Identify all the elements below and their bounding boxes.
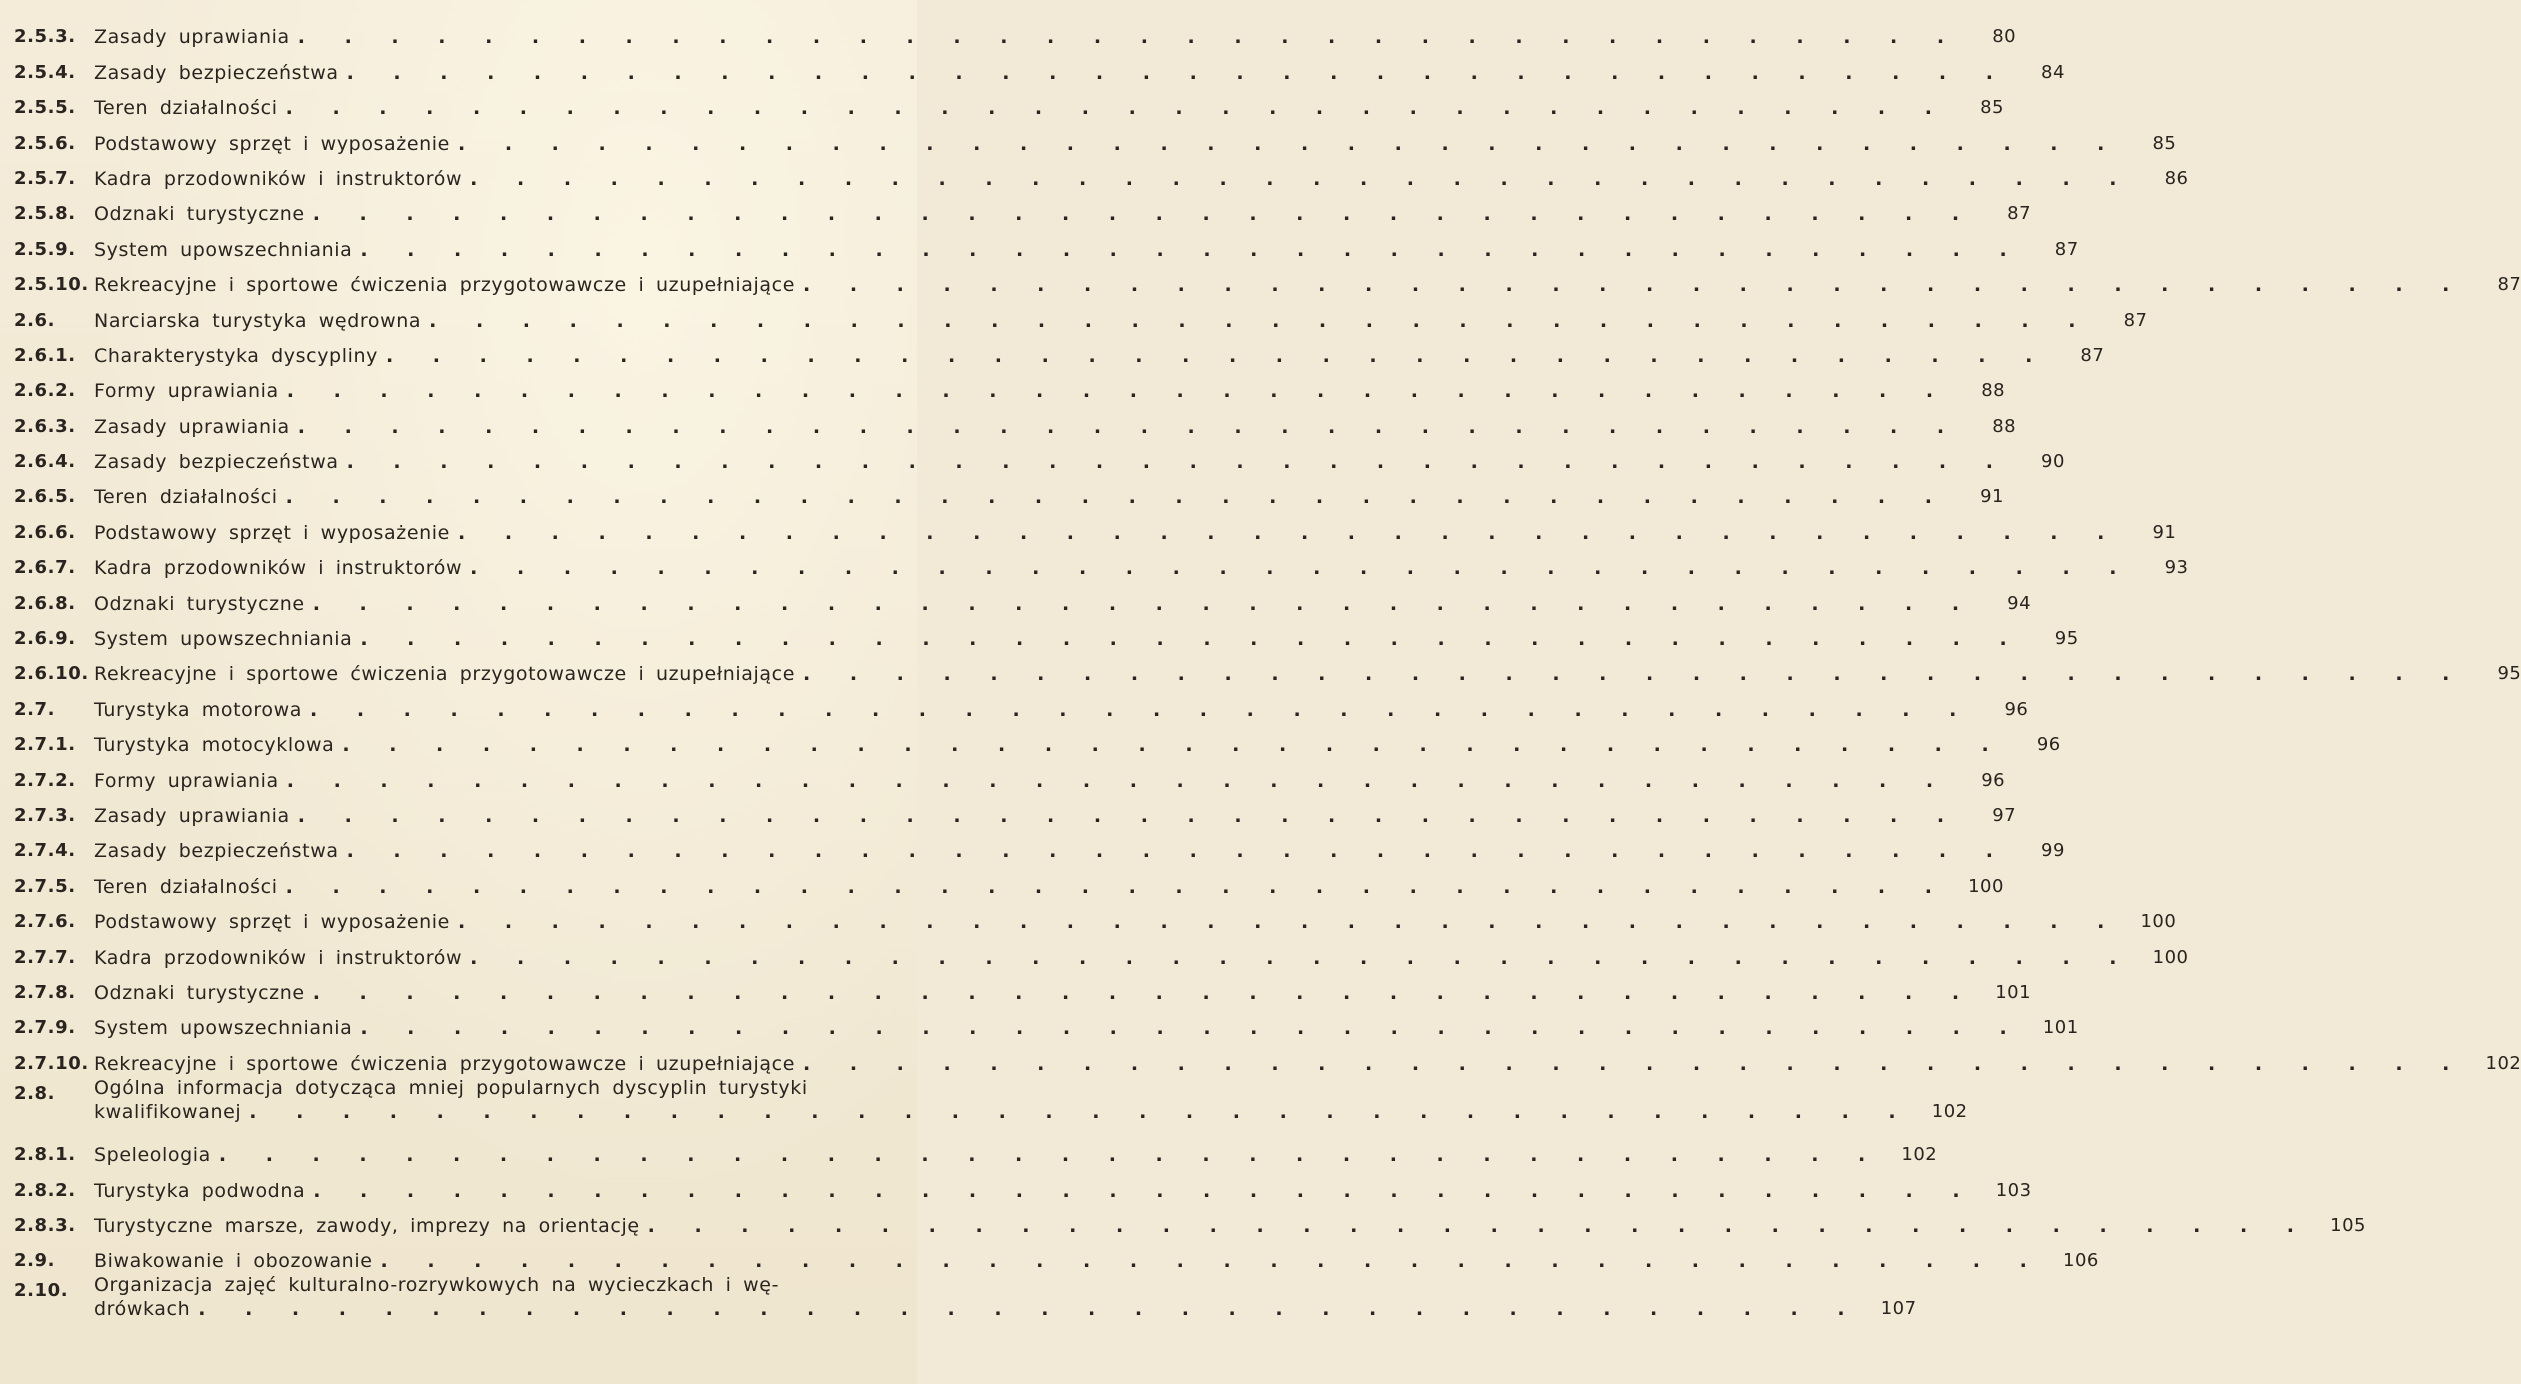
section-title xyxy=(94,1249,2041,1273)
section-number: 2.6. xyxy=(14,309,56,331)
section-number: 2.7.3. xyxy=(14,804,76,826)
section-number: 2.9. xyxy=(14,1250,56,1272)
page-number: 100 xyxy=(1968,875,2004,897)
toc-entry xyxy=(14,333,2105,368)
section-title-text: Turystyka motorowa xyxy=(94,698,302,721)
toc-entry xyxy=(14,191,2032,226)
toc-entry xyxy=(14,403,2017,438)
section-title-text: Kadra przodowników i instruktorów xyxy=(94,946,463,969)
section-title xyxy=(94,96,1946,120)
dot-leader: . . . . . . . . . . . . . . . . . . . . . . . . . . . . . . . . . . . . xyxy=(360,628,2021,651)
section-title xyxy=(94,25,1958,49)
section-title xyxy=(94,450,2007,474)
page-number: 96 xyxy=(2036,734,2061,756)
dot-leader: . . . . . . . . . . . . . . . . . . . . . . . . . . . . . . . . . . . . xyxy=(803,274,2464,297)
section-title-text: Kadra przodowników i instruktorów xyxy=(94,557,463,580)
section-title xyxy=(94,379,1947,403)
section-number: 2.5.6. xyxy=(14,132,76,154)
section-title xyxy=(94,733,2003,757)
section-title xyxy=(94,1143,1879,1167)
dot-leader: . . . . . . . . . . . . . . . . . . . . . . . . . . . . . . . . . . . . xyxy=(429,309,2090,332)
page-number: 99 xyxy=(2041,840,2065,862)
section-title xyxy=(94,132,2118,156)
section-title xyxy=(94,875,1946,899)
section-title-text: Turystyka podwodna xyxy=(94,1179,306,1202)
section-title-text: Zasady uprawiania xyxy=(94,26,290,49)
dot-leader: . . . . . . . . . . . . . . . . . . . . . . . . . . . . . . . . . . . . xyxy=(286,769,1948,792)
section-title xyxy=(94,1273,1859,1321)
dot-leader: . . . . . . . . . . . . . . . . . . . . . . . . . . . . . . . . . . . . xyxy=(285,486,1946,509)
section-title-line: Ogólna informacja dotycząca mniej popularnych dyscyplin turystyki xyxy=(94,1076,808,1099)
toc-entry xyxy=(14,262,2521,297)
dot-leader: . . . . . . . . . . . . . . . . . . . . . . . . . . . . . . . . . . . . xyxy=(380,1250,2041,1273)
page-number: 97 xyxy=(1992,804,2017,826)
section-title xyxy=(94,309,2089,333)
page-number: 87 xyxy=(2497,274,2521,296)
section-title-text: Speleologia xyxy=(94,1144,211,1167)
dot-leader: . . . . . . . . . . . . . . . . . . . . . . . . . . . . . . . . . . . . xyxy=(312,592,1974,615)
page-number: 95 xyxy=(2054,628,2079,650)
dot-leader: . . . . . . . . . . . . . . . . . . . . . . . . . . . . . . . . . . . . xyxy=(457,132,2119,155)
section-title-text: Teren działalności xyxy=(94,875,278,898)
section-title-text: System upowszechniania xyxy=(94,628,353,651)
dot-leader: . . . . . . . . . . . . . . . . . . . . . . . . . . . . . . . . . . . . xyxy=(457,911,2119,934)
dot-leader: . . . . . . . . . . . . . . . . . . . . . . . . . . . . . . . . . . . . xyxy=(346,61,2007,84)
section-title-text: Zasady bezpieczeństwa xyxy=(94,840,339,863)
section-number: 2.5.8. xyxy=(14,203,76,225)
dot-leader: . . . . . . . . . . . . . . . . . . . . . . . . . . . . . . . . . . . . xyxy=(803,1052,2464,1075)
page-number: 101 xyxy=(1995,981,2032,1003)
section-number: 2.8.2. xyxy=(14,1179,76,1201)
section-number: 2.6.5. xyxy=(14,486,76,508)
section-title xyxy=(94,415,1958,439)
page-number: 87 xyxy=(2123,309,2148,331)
section-title xyxy=(94,61,2007,85)
section-title xyxy=(94,485,1946,509)
page-number: 85 xyxy=(2152,132,2177,154)
section-title-text: Odznaki turystyczne xyxy=(94,592,305,615)
toc-entry xyxy=(14,970,2032,1005)
section-title xyxy=(94,556,2131,580)
section-number: 2.7.9. xyxy=(14,1017,76,1039)
section-title xyxy=(94,1052,2463,1076)
section-number: 2.5.7. xyxy=(14,167,76,189)
toc-entry xyxy=(14,1167,2032,1202)
toc-entry xyxy=(14,580,2032,615)
page-number: 80 xyxy=(1992,26,2017,48)
dot-leader: . . . . . . . . . . . . . . . . . . . . . . . . . . . . . . . . . . . . xyxy=(312,203,1974,226)
page-number: 106 xyxy=(2063,1250,2099,1272)
table-of-contents xyxy=(14,14,2521,1329)
section-title-text: Podstawowy sprzęt i wyposażenie xyxy=(94,911,450,934)
section-number: 2.6.3. xyxy=(14,415,76,437)
section-title xyxy=(94,910,2118,934)
toc-entry xyxy=(14,1203,2366,1238)
section-title xyxy=(94,521,2118,545)
section-title-text: Rekreacyjne i sportowe ćwiczenia przygotowawcze i uzupełniające xyxy=(94,274,796,297)
dot-leader: . . . . . . . . . . . . . . . . . . . . . . . . . . . . . . . . . . . . xyxy=(198,1298,1859,1321)
section-number: 2.7.5. xyxy=(14,875,76,897)
section-number: 2.5.5. xyxy=(14,97,76,119)
dot-leader: . . . . . . . . . . . . . . . . . . . . . . . . . . . . . . . . . . . . xyxy=(285,875,1946,898)
page-number: 102 xyxy=(1931,1100,1968,1122)
section-number: 2.5.9. xyxy=(14,238,76,260)
section-number: 2.5.4. xyxy=(14,61,76,83)
toc-entry xyxy=(14,156,2189,191)
page-number: 91 xyxy=(2152,521,2177,543)
section-number: 2.6.2. xyxy=(14,380,76,402)
dot-leader: . . . . . . . . . . . . . . . . . . . . . . . . . . . . . . . . . . . . xyxy=(803,663,2464,686)
section-title-text: Rekreacyjne i sportowe ćwiczenia przygotowawcze i uzupełniające xyxy=(94,663,796,686)
toc-entry xyxy=(14,509,2177,544)
section-title-text: Biwakowanie i obozowanie xyxy=(94,1250,373,1273)
page-number: 87 xyxy=(2054,238,2079,260)
dot-leader: . . . . . . . . . . . . . . . . . . . . . . . . . . . . . . . . . . . . xyxy=(346,840,2007,863)
section-title-text: Kadra przodowników i instruktorów xyxy=(94,167,463,190)
toc-entry xyxy=(14,545,2189,580)
dot-leader: . . . . . . . . . . . . . . . . . . . . . . . . . . . . . . . . . . . . xyxy=(249,1100,1910,1123)
toc-entry xyxy=(14,686,2029,721)
dot-leader: . . . . . . . . . . . . . . . . . . . . . . . . . . . . . . . . . . . . xyxy=(218,1144,1880,1167)
section-title-text: Odznaki turystyczne xyxy=(94,981,305,1004)
section-title xyxy=(94,946,2131,970)
page-number: 96 xyxy=(2004,698,2029,720)
section-title xyxy=(94,769,1947,793)
toc-entry xyxy=(14,722,2061,757)
section-title xyxy=(94,592,1973,616)
toc-entry xyxy=(14,828,2065,863)
page-number: 96 xyxy=(1981,769,2006,791)
dot-leader: . . . . . . . . . . . . . . . . . . . . . . . . . . . . . . . . . . . . xyxy=(342,734,2003,757)
section-number: 2.6.7. xyxy=(14,557,76,579)
page-number: 102 xyxy=(2485,1052,2521,1074)
section-title-text: System upowszechniania xyxy=(94,238,353,261)
section-number: 2.5.10. xyxy=(14,274,89,296)
page-number: 100 xyxy=(2152,946,2189,968)
section-title-text: Zasady bezpieczeństwa xyxy=(94,61,339,84)
section-title xyxy=(94,167,2131,191)
section-number: 2.5.3. xyxy=(14,26,76,48)
page-number: 88 xyxy=(1981,380,2006,402)
section-title xyxy=(94,1016,2021,1040)
toc-entry xyxy=(14,1238,2099,1273)
section-number: 2.8.3. xyxy=(14,1214,76,1236)
section-title-text: Podstawowy sprzęt i wyposażenie xyxy=(94,521,450,544)
toc-entry xyxy=(14,1273,1917,1321)
section-number: 2.6.9. xyxy=(14,628,76,650)
section-number: 2.6.6. xyxy=(14,521,76,543)
dot-leader: . . . . . . . . . . . . . . . . . . . . . . . . . . . . . . . . . . . . xyxy=(285,97,1946,120)
dot-leader: . . . . . . . . . . . . . . . . . . . . . . . . . . . . . . . . . . . . xyxy=(647,1214,2308,1237)
section-title-continuation: drówkach xyxy=(94,1298,191,1321)
section-title xyxy=(94,344,2046,368)
section-title xyxy=(94,627,2021,651)
toc-entry xyxy=(14,226,2079,261)
page-number: 91 xyxy=(1980,486,2004,508)
section-title-text: System upowszechniania xyxy=(94,1017,353,1040)
toc-entry xyxy=(14,85,2004,120)
section-number: 2.6.1. xyxy=(14,344,76,366)
section-title xyxy=(94,698,1970,722)
toc-entry xyxy=(14,49,2065,84)
section-number: 2.10. xyxy=(14,1280,69,1302)
page-number: 107 xyxy=(1880,1298,1917,1320)
toc-entry xyxy=(14,120,2177,155)
section-number: 2.7.4. xyxy=(14,840,76,862)
toc-entry xyxy=(14,757,2006,792)
page-number: 85 xyxy=(1980,97,2004,119)
toc-entry xyxy=(14,1132,1938,1167)
dot-leader: . . . . . . . . . . . . . . . . . . . . . . . . . . . . . . . . . . . . xyxy=(360,238,2021,261)
dot-leader: . . . . . . . . . . . . . . . . . . . . . . . . . . . . . . . . . . . . xyxy=(313,1179,1974,1202)
section-number: 2.8. xyxy=(14,1082,56,1104)
section-number: 2.6.10. xyxy=(14,663,89,685)
toc-entry xyxy=(14,1005,2079,1040)
section-title-line: Organizacja zajęć kulturalno-rozrywkowych na wycieczkach i wę- xyxy=(94,1274,780,1297)
dot-leader: . . . . . . . . . . . . . . . . . . . . . . . . . . . . . . . . . . . . xyxy=(470,557,2131,580)
page-number: 86 xyxy=(2164,167,2189,189)
section-title-text: Formy uprawiania xyxy=(94,769,279,792)
dot-leader: . . . . . . . . . . . . . . . . . . . . . . . . . . . . . . . . . . . . xyxy=(309,698,1971,721)
toc-entry xyxy=(14,1076,1968,1124)
section-number: 2.8.1. xyxy=(14,1144,76,1166)
toc-entry xyxy=(14,651,2521,686)
section-title-text: Formy uprawiania xyxy=(94,380,279,403)
toc-entry xyxy=(14,863,2004,898)
toc-entry xyxy=(14,1040,2521,1075)
toc-entry xyxy=(14,793,2017,828)
section-number: 2.6.8. xyxy=(14,592,76,614)
section-title-text: Turystyka motocyklowa xyxy=(94,734,335,757)
section-title-text: Teren działalności xyxy=(94,486,278,509)
section-title-text: Rekreacyjne i sportowe ćwiczenia przygotowawcze i uzupełniające xyxy=(94,1052,796,1075)
dot-leader: . . . . . . . . . . . . . . . . . . . . . . . . . . . . . . . . . . . . xyxy=(360,1017,2021,1040)
section-title-text: Charakterystyka dyscypliny xyxy=(94,344,378,367)
page-number: 105 xyxy=(2330,1214,2366,1236)
section-title-text: Zasady uprawiania xyxy=(94,804,290,827)
page-number: 102 xyxy=(1901,1144,1938,1166)
dot-leader: . . . . . . . . . . . . . . . . . . . . . . . . . . . . . . . . . . . . xyxy=(297,26,1959,49)
page-number: 101 xyxy=(2042,1017,2079,1039)
section-title xyxy=(94,1214,2308,1238)
toc-entry xyxy=(14,474,2004,509)
toc-entry xyxy=(14,439,2065,474)
toc-entry xyxy=(14,934,2189,969)
section-title xyxy=(94,839,2007,863)
toc-entry xyxy=(14,899,2177,934)
section-title-text: Odznaki turystyczne xyxy=(94,203,305,226)
page-number: 88 xyxy=(1992,415,2017,437)
page-number: 93 xyxy=(2164,557,2189,579)
dot-leader: . . . . . . . . . . . . . . . . . . . . . . . . . . . . . . . . . . . . xyxy=(457,521,2119,544)
section-title-text: Turystyczne marsze, zawody, imprezy na orientację xyxy=(94,1214,640,1237)
section-title xyxy=(94,1179,1974,1203)
section-title xyxy=(94,804,1958,828)
toc-entry xyxy=(14,616,2079,651)
page-number: 95 xyxy=(2497,663,2521,685)
section-title xyxy=(94,1076,1910,1124)
section-number: 2.7.10. xyxy=(14,1052,89,1074)
page-number: 87 xyxy=(2007,203,2032,225)
section-number: 2.7.7. xyxy=(14,946,76,968)
section-title-text: Narciarska turystyka wędrowna xyxy=(94,309,422,332)
dot-leader: . . . . . . . . . . . . . . . . . . . . . . . . . . . . . . . . . . . . xyxy=(312,981,1974,1004)
toc-entry xyxy=(14,368,2006,403)
section-number: 2.7.2. xyxy=(14,769,76,791)
page-number: 103 xyxy=(1995,1179,2032,1201)
section-title xyxy=(94,238,2021,262)
page-number: 87 xyxy=(2080,344,2105,366)
page-number: 90 xyxy=(2041,451,2065,473)
dot-leader: . . . . . . . . . . . . . . . . . . . . . . . . . . . . . . . . . . . . xyxy=(286,380,1948,403)
section-number: 2.7.6. xyxy=(14,911,76,933)
section-title xyxy=(94,981,1973,1005)
toc-entry xyxy=(14,297,2148,332)
dot-leader: . . . . . . . . . . . . . . . . . . . . . . . . . . . . . . . . . . . . xyxy=(297,804,1959,827)
section-title-text: Zasady uprawiania xyxy=(94,415,290,438)
page-number: 94 xyxy=(2007,592,2032,614)
dot-leader: . . . . . . . . . . . . . . . . . . . . . . . . . . . . . . . . . . . . xyxy=(297,415,1959,438)
section-title xyxy=(94,273,2463,297)
section-number: 2.6.4. xyxy=(14,451,76,473)
dot-leader: . . . . . . . . . . . . . . . . . . . . . . . . . . . . . . . . . . . . xyxy=(385,344,2047,367)
dot-leader: . . . . . . . . . . . . . . . . . . . . . . . . . . . . . . . . . . . . xyxy=(470,946,2131,969)
section-title xyxy=(94,662,2463,686)
dot-leader: . . . . . . . . . . . . . . . . . . . . . . . . . . . . . . . . . . . . xyxy=(470,167,2131,190)
page-number: 100 xyxy=(2140,911,2177,933)
section-number: 2.7. xyxy=(14,698,56,720)
section-title xyxy=(94,202,1973,226)
section-title-text: Zasady bezpieczeństwa xyxy=(94,451,339,474)
section-title-text: Teren działalności xyxy=(94,97,278,120)
section-title-continuation: kwalifikowanej xyxy=(94,1100,242,1123)
page-number: 84 xyxy=(2041,61,2065,83)
section-title-text: Podstawowy sprzęt i wyposażenie xyxy=(94,132,450,155)
toc-entry xyxy=(14,14,2017,49)
dot-leader: . . . . . . . . . . . . . . . . . . . . . . . . . . . . . . . . . . . . xyxy=(346,451,2007,474)
section-number: 2.7.8. xyxy=(14,981,76,1003)
section-number: 2.7.1. xyxy=(14,734,76,756)
